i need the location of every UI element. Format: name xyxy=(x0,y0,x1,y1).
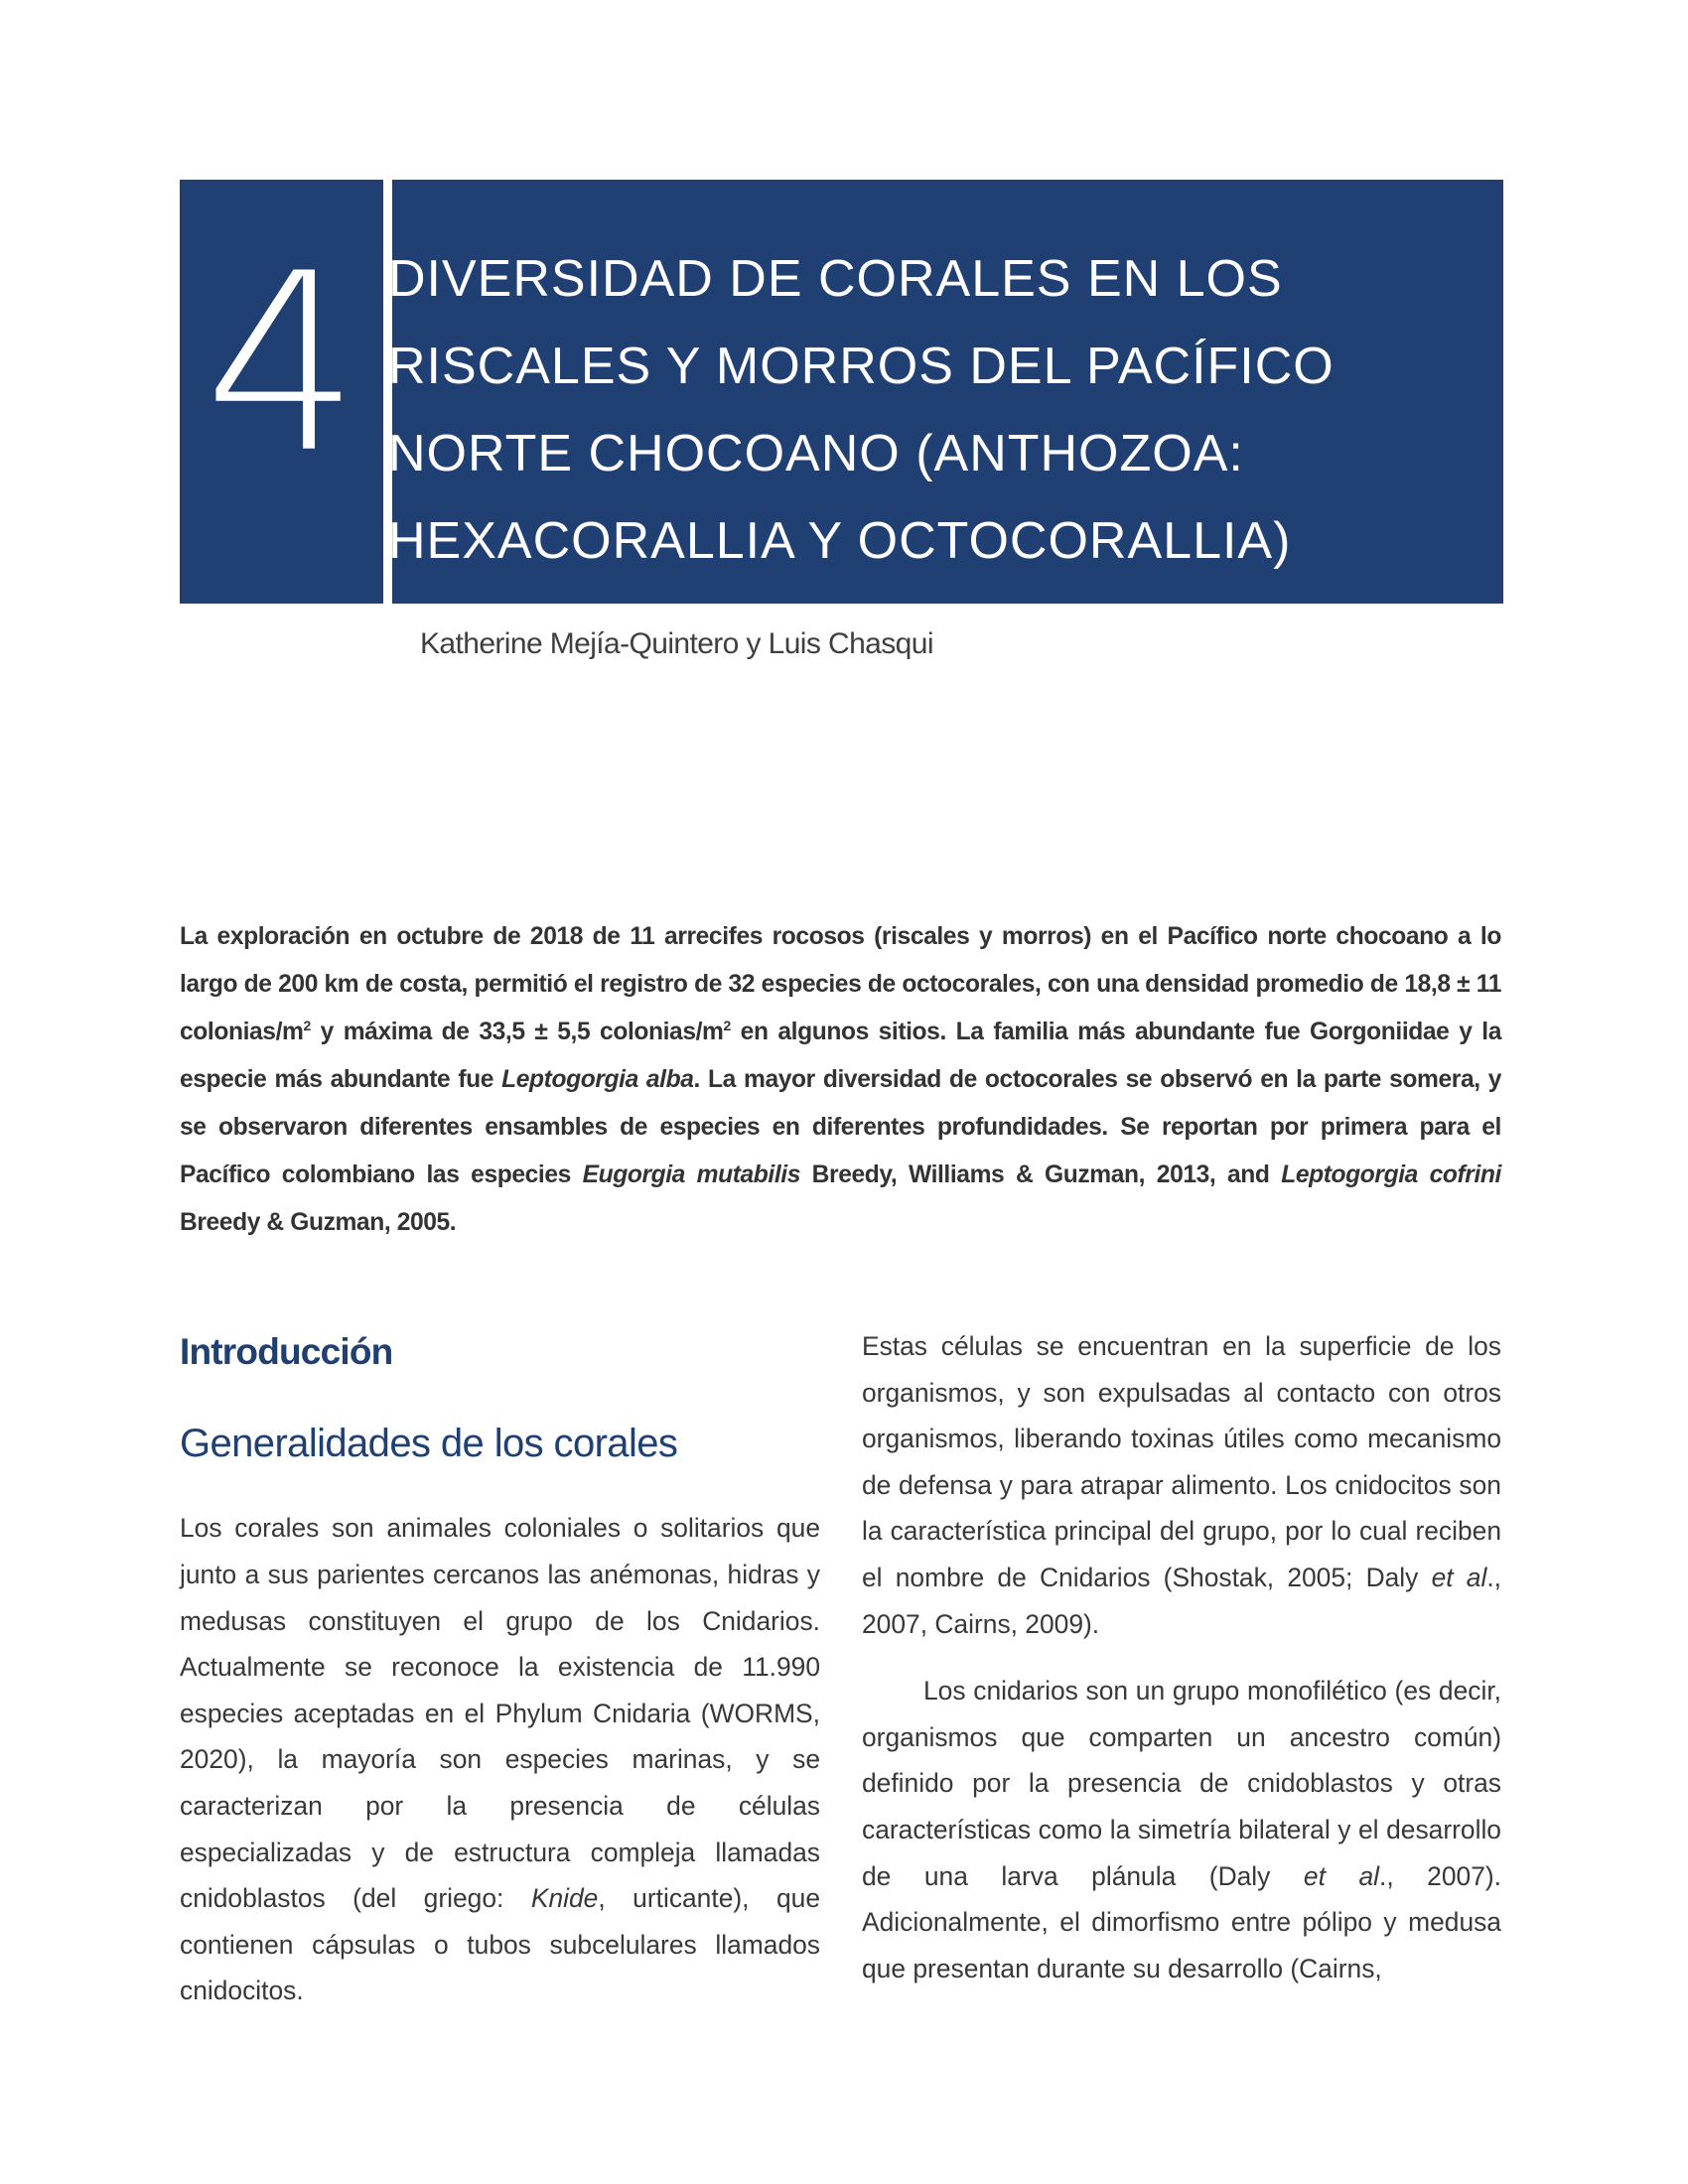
body-paragraph xyxy=(180,1505,820,2014)
chapter-number-panel xyxy=(180,180,383,604)
chapter-title-line: RISCALES Y MORROS DEL PACÍFICO xyxy=(388,338,1335,395)
left-column xyxy=(180,1310,820,2014)
chapter-title-line: HEXACORALLIA Y OCTOCORALLIA) xyxy=(388,512,1292,570)
superscript: 2 xyxy=(723,1017,731,1033)
abstract xyxy=(180,913,1501,1247)
paragraph-text: , urticante), que contienen cápsulas o tubos subcelulares llamados cnidocitos. xyxy=(180,1883,820,2006)
italic-term: et al xyxy=(1303,1860,1379,1891)
abstract-text: . La mayor diversidad de octocorales se observó en la parte somera, y se observaron diferentes ensambles de especies en diferentes profundidades. Se reportan por primera para el Pacífico colombiano las especies xyxy=(180,1066,1501,1188)
chapter-title-line: DIVERSIDAD DE CORALES EN LOS xyxy=(388,250,1283,308)
paragraph-text: Los cnidarios son un grupo monofilético (es decir, organismos que comparten un ancestro común) definido por la presencia de cnidoblastos y otras características como la simetría bilateral y el desarrollo de una larva plánula (Daly xyxy=(862,1676,1501,1891)
abstract-text: y máxima de 33,5 ± 5,5 colonias/m xyxy=(310,1019,724,1045)
abstract-text: La exploración en octubre de 2018 de 11 arrecifes rocosos (riscales y morros) en el Pacífico norte chocoano a lo largo de 200 km de costa, permitió el registro de 32 especies de octocorales, con una densidad promedio de 18,8 ± 11 colonias/m xyxy=(180,923,1501,1045)
chapter-banner xyxy=(180,180,1503,604)
chapter-number: 4 xyxy=(204,221,360,507)
species-name: Leptogorgia alba xyxy=(501,1066,694,1093)
species-name: Eugorgia mutabilis xyxy=(582,1161,800,1188)
chapter-title xyxy=(388,235,1480,585)
abstract-text: Breedy & Guzman, 2005. xyxy=(180,1209,457,1236)
chapter-title-line: NORTE CHOCOANO (ANTHOZOA: xyxy=(388,425,1244,482)
subsection-heading: Generalidades de los corales xyxy=(180,1422,678,1466)
paragraph-text: Estas células se encuentran en la superficie de los organismos, y son expulsadas al contacto con otros organismos, liberando toxinas útiles como mecanismo de defensa y para atrapar alimento. Los cnidocitos son la característica principal del grupo, por lo cual reciben el nombre de Cnidarios (Shostak, 2005; Daly xyxy=(862,1331,1501,1592)
chapter-authors: Katherine Mejía-Quintero y Luis Chasqui xyxy=(420,627,933,660)
body-paragraph xyxy=(862,1323,1501,1647)
body-paragraph xyxy=(862,1668,1501,1991)
paragraph-text: ., 2007). Adicionalmente, el dimorfismo entre pólipo y medusa que presentan durante su desarrollo (Cairns, xyxy=(862,1860,1501,1983)
species-name: Leptogorgia cofrini xyxy=(1281,1161,1501,1188)
italic-term: Knide xyxy=(530,1883,599,1914)
paragraph-text: ., 2007, Cairns, 2009). xyxy=(862,1562,1501,1639)
abstract-text: en algunos sitios. La familia más abundante fue Gorgoniidae y la especie más abundante fue xyxy=(180,1019,1501,1093)
abstract-text: Breedy, Williams & Guzman, 2013, and xyxy=(800,1161,1282,1188)
italic-term: et al xyxy=(1431,1562,1487,1592)
right-column xyxy=(862,1323,1501,1991)
section-heading: Introducción xyxy=(180,1331,393,1372)
paragraph-text: Los corales son animales coloniales o solitarios que junto a sus parientes cercanos las anémonas, hidras y medusas constituyen el grupo de los Cnidarios. Actualmente se reconoce la existencia de 11.990 especies aceptadas en el Phylum Cnidaria (WORMS, 2020), la mayoría son especies marinas, y se caracterizan por la presencia de células especializadas y de estructura compleja llamadas cnidoblastos (del griego: xyxy=(180,1513,820,1914)
superscript: 2 xyxy=(303,1017,311,1033)
